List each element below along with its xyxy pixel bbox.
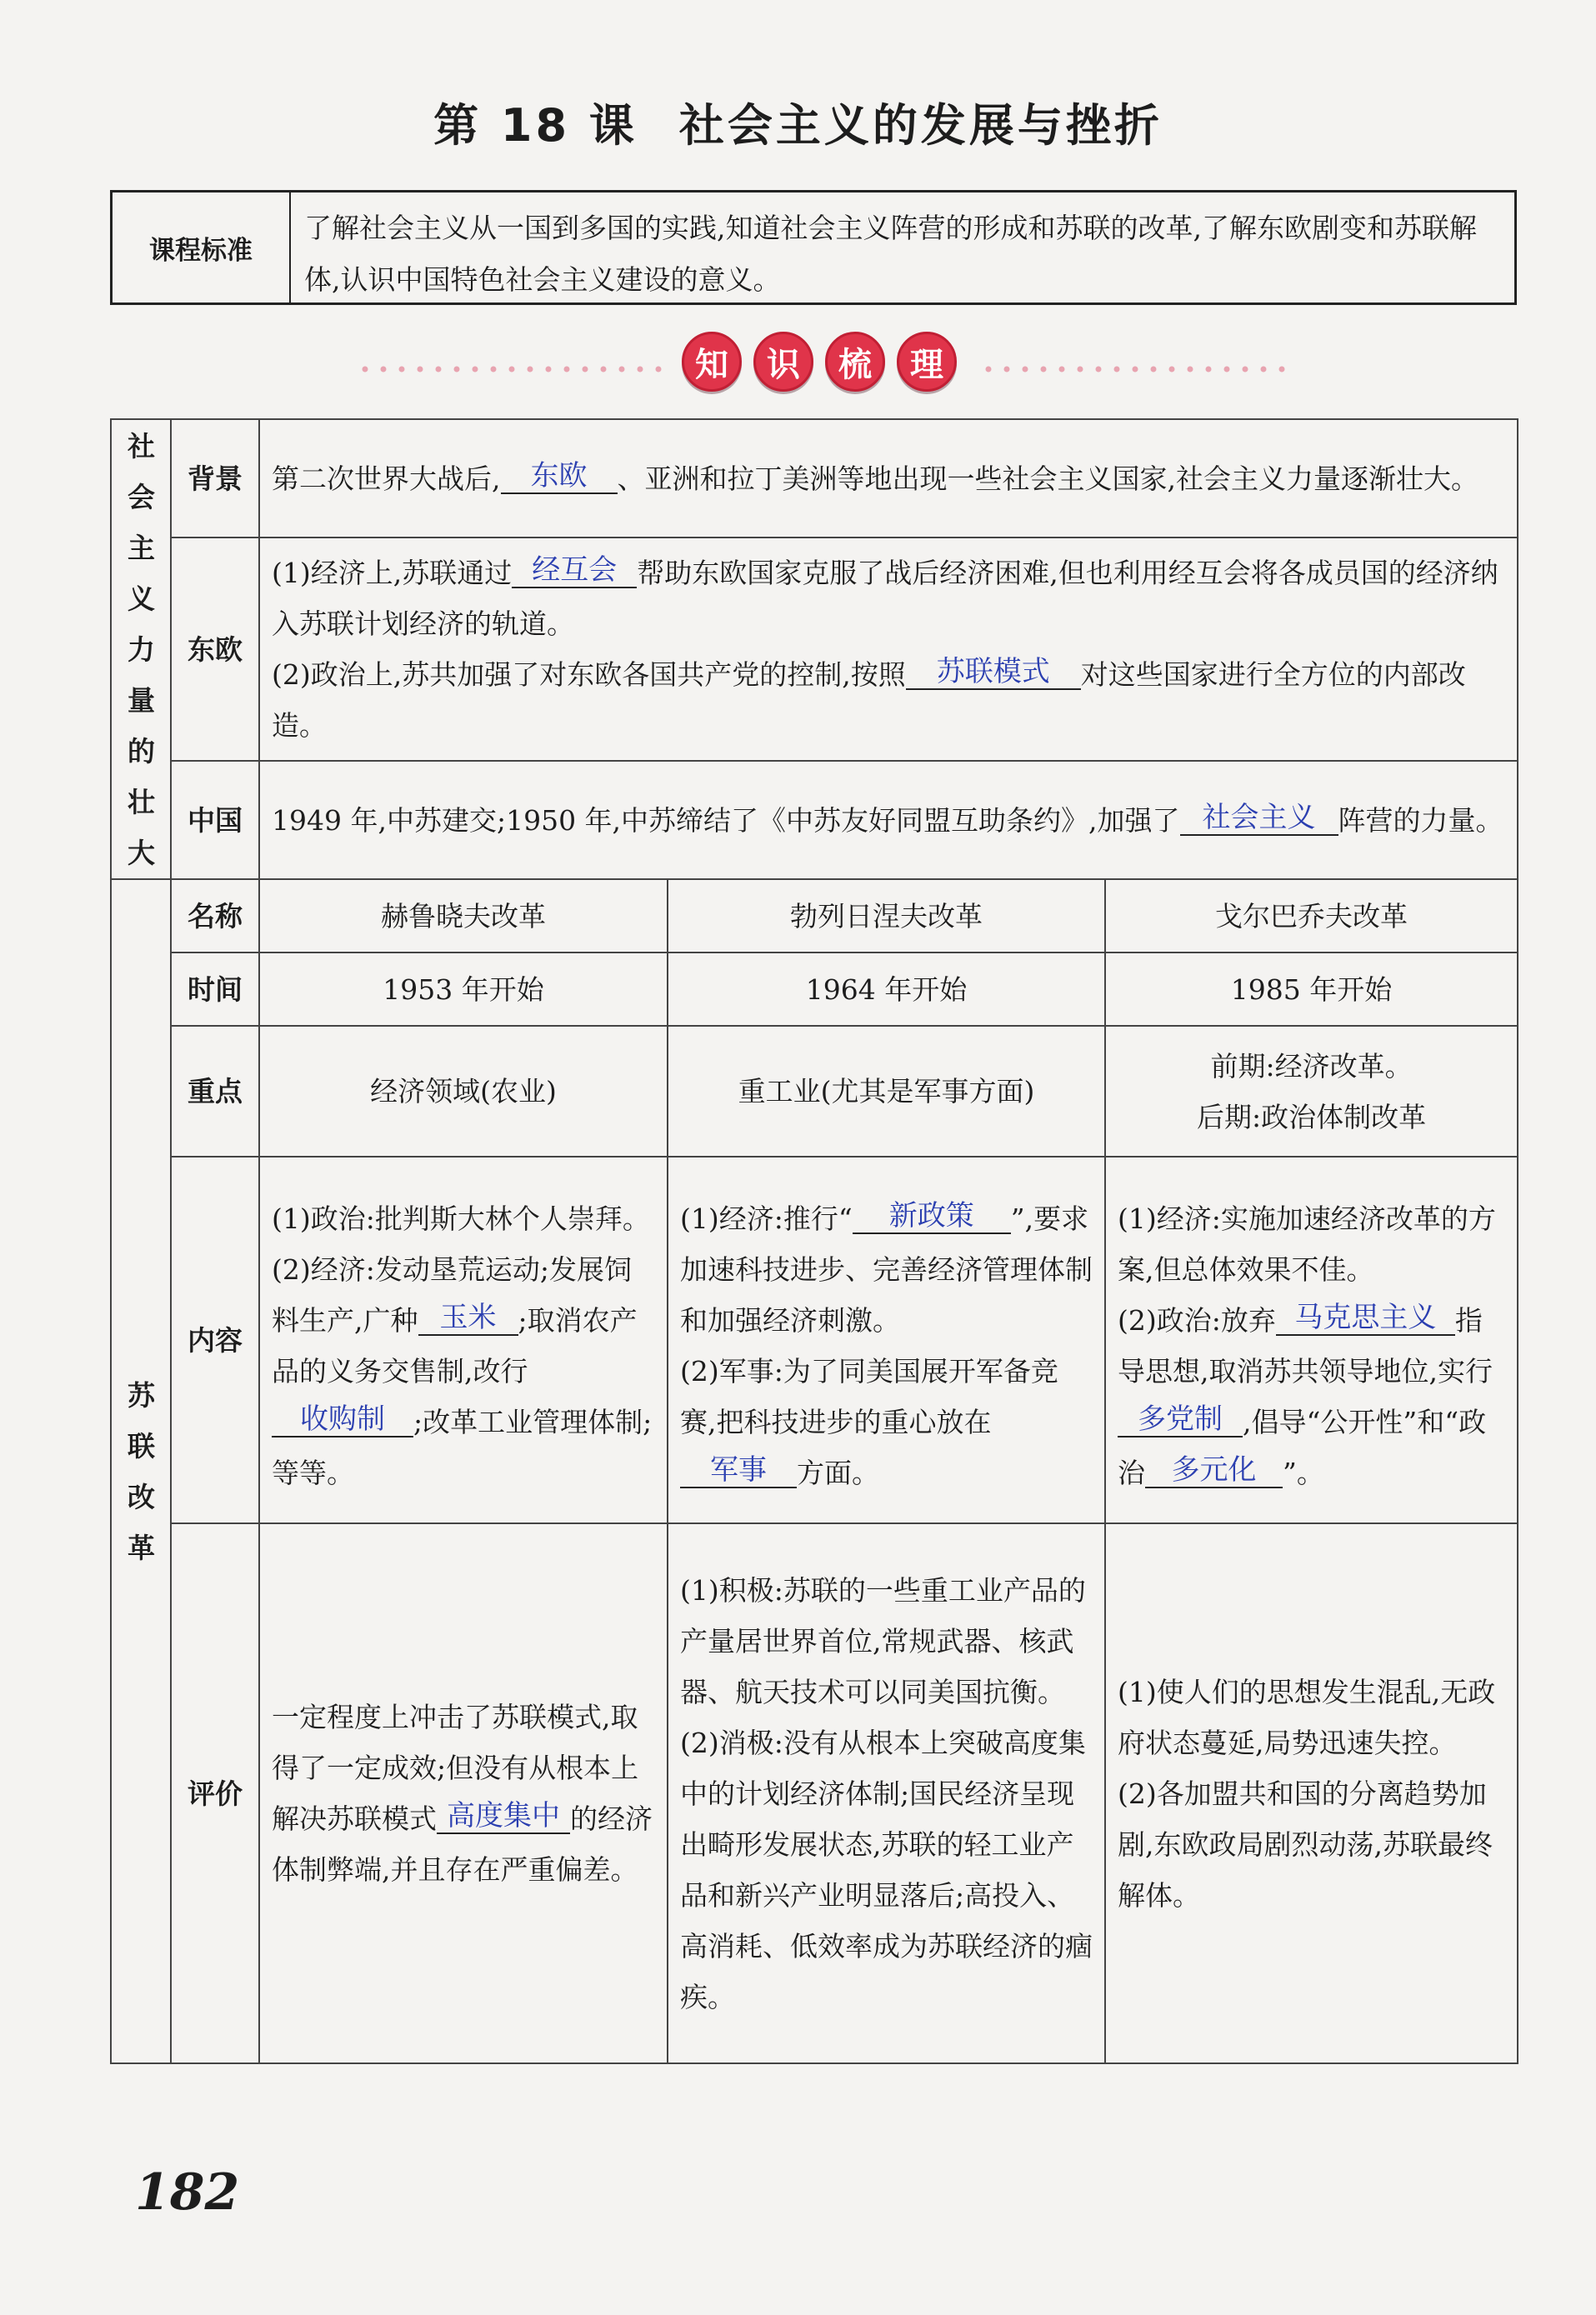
decor-dot <box>1243 367 1248 372</box>
background-text <box>259 419 1518 538</box>
answer-blank <box>512 553 637 588</box>
answer-text: 军事 <box>710 1453 767 1487</box>
answer-blank <box>1145 1453 1283 1488</box>
section-header <box>0 332 1596 407</box>
decor-dot <box>583 367 588 372</box>
decor-dot <box>436 367 442 372</box>
text: 、亚洲和拉丁美洲等地出现一些社会主义国家,社会主义力量逐渐壮大。 <box>617 462 1478 495</box>
text: (2)政治上,苏共加强了对东欧各国共产党的控制,按照 <box>272 658 906 691</box>
gorbachev-evaluation <box>1105 1523 1518 2063</box>
text: 1949 年,中苏建交;1950 年,中苏缔结了《中苏友好同盟互助条约》,加强了 <box>272 803 1180 837</box>
brezhnev-name: 勃列日涅夫改革 <box>668 879 1105 952</box>
decor-dot <box>1004 367 1010 372</box>
evaluation-label: 评价 <box>171 1523 259 2063</box>
answer-blank <box>501 459 618 494</box>
text: 的经济体制弊端,并且存在严重偏差。 <box>272 1802 653 1886</box>
text: (2)军事:为了同美国展开军备竞赛,把科技进步的重心放在 <box>680 1355 1058 1438</box>
gorbachev-focus <box>1105 1026 1518 1157</box>
decor-dot <box>546 367 552 372</box>
lesson-name: 社会主义的发展与挫折 <box>678 99 1163 152</box>
decor-dot <box>601 367 607 372</box>
text: (1)积极:苏联的一些重工业产品的产量居世界首位,常规武器、核武器、航天技术可以同美国抗衡。 <box>680 1573 1086 1708</box>
text: ”。 <box>1283 1457 1324 1489</box>
text: (1)使人们的思想发生混乱,无政府状态蔓延,局势迅速失控。 <box>1118 1675 1496 1759</box>
brezhnev-content <box>668 1157 1105 1523</box>
brezhnev-evaluation <box>668 1523 1105 2063</box>
text: 帮助东欧国家克服了战后经济困难,但也利用经互会将各成员国的经济纳入苏联计划经济的轨道。 <box>272 557 1498 640</box>
page-title <box>0 90 1596 154</box>
text: (1)经济:推行“ <box>680 1202 853 1235</box>
text: 对这些国家进行全方位的内部改造。 <box>272 658 1466 742</box>
text: (2)政治:放弃 <box>1118 1304 1276 1337</box>
text: ,倡导“公开性”和“政治 <box>1118 1406 1487 1489</box>
decor-dot <box>473 367 478 372</box>
decor-dot <box>1261 367 1267 372</box>
brezhnev-time: 1964 年开始 <box>668 952 1105 1026</box>
dots-left-decoration <box>360 366 668 372</box>
decor-dot <box>1169 367 1175 372</box>
decor-dot <box>399 367 405 372</box>
decor-dot <box>1188 367 1193 372</box>
decor-dot <box>1224 367 1230 372</box>
text: 方面。 <box>797 1457 879 1489</box>
east-europe-label: 东欧 <box>171 538 259 761</box>
reform-content-row <box>111 1157 1518 1523</box>
khrushchev-focus: 经济领域(农业) <box>259 1026 668 1157</box>
china-text <box>259 761 1518 879</box>
decor-dot <box>986 367 992 372</box>
text: ;改革工业管理体制;等等。 <box>272 1406 653 1489</box>
answer-text: 经互会 <box>532 553 618 587</box>
section-char: 识 <box>753 332 813 392</box>
page-number: 182 <box>135 2163 240 2222</box>
answer-text: 新政策 <box>888 1199 974 1232</box>
knowledge-table <box>110 418 1518 2064</box>
focus-label: 重点 <box>171 1026 259 1157</box>
answer-text: 收购制 <box>300 1402 385 1436</box>
answer-text: 多党制 <box>1138 1402 1223 1436</box>
decor-dot <box>491 367 497 372</box>
decor-dot <box>638 367 643 372</box>
background-label: 背景 <box>171 419 259 538</box>
dots-right-decoration <box>983 366 1292 372</box>
answer-text: 玉米 <box>439 1301 497 1334</box>
reform-name-row <box>111 879 1518 952</box>
khrushchev-content <box>259 1157 668 1523</box>
answer-text: 高度集中 <box>447 1799 560 1832</box>
china-row <box>111 761 1518 879</box>
answer-text: 多元化 <box>1171 1453 1257 1487</box>
text: 第二次世界大战后, <box>272 462 501 495</box>
decor-dot <box>1151 367 1157 372</box>
answer-blank <box>1180 801 1338 836</box>
decor-dot <box>1114 367 1120 372</box>
decor-dot <box>363 367 368 372</box>
lesson-number: 第 18 课 <box>433 99 638 152</box>
answer-text: 东欧 <box>530 458 588 492</box>
reform-time-row <box>111 952 1518 1026</box>
gorbachev-time: 1985 年开始 <box>1105 952 1518 1026</box>
text: ”,要求加速科技进步、完善经济管理体制和加强经济刺激。 <box>680 1202 1093 1337</box>
decor-dot <box>1023 367 1028 372</box>
background-row <box>111 419 1518 538</box>
course-standard-text: 了解社会主义从一国到多国的实践,知道社会主义阵营的形成和苏联的改革,了解东欧剧变和苏联解体,认识中国特色社会主义建设的意义。 <box>304 212 1477 296</box>
text: ;取消农产品的义务交售制,改行 <box>272 1304 638 1388</box>
decor-dot <box>528 367 533 372</box>
text: (1)政治:批判斯大林个人崇拜。 <box>272 1202 650 1235</box>
answer-blank <box>680 1453 797 1488</box>
part2-side-label <box>111 879 171 2063</box>
khrushchev-name: 赫鲁晓夫改革 <box>259 879 668 952</box>
gorbachev-name: 戈尔巴乔夫改革 <box>1105 879 1518 952</box>
text: (2)经济:发动垦荒运动;发展饲料生产,广种 <box>272 1253 632 1337</box>
text: (2)各加盟共和国的分离趋势加剧,东欧政局剧烈动荡,苏联最终解体。 <box>1118 1777 1493 1912</box>
answer-text: 马克思主义 <box>1294 1301 1437 1334</box>
answer-blank <box>853 1199 1011 1234</box>
part1-side-label <box>111 419 171 879</box>
text: (2)消极:没有从根本上突破高度集中的计划经济体制;国民经济呈现出畸形发展状态,苏联的轻工业产品和新兴产业明显落后;高投入、高消耗、低效率成为苏联经济的痼疾。 <box>680 1726 1093 2013</box>
text: (1)经济:实施加速经济改革的方案,但总体效果不佳。 <box>1118 1202 1496 1286</box>
answer-blank <box>1276 1301 1455 1336</box>
reform-focus-row <box>111 1026 1518 1157</box>
khrushchev-time: 1953 年开始 <box>259 952 668 1026</box>
gorbachev-focus-late: 后期:政治体制改革 <box>1196 1100 1427 1133</box>
east-europe-text <box>259 538 1518 761</box>
answer-blank <box>437 1799 570 1834</box>
decor-dot <box>454 367 460 372</box>
course-standard-label: 课程标准 <box>113 192 291 302</box>
decor-dot <box>656 367 662 372</box>
decor-dot <box>1096 367 1102 372</box>
text: (1)经济上,苏联通过 <box>272 557 513 589</box>
decor-dot <box>1041 367 1047 372</box>
east-europe-row <box>111 538 1518 761</box>
decor-dot <box>1078 367 1083 372</box>
section-char: 理 <box>897 332 957 392</box>
answer-text: 苏联模式 <box>936 655 1050 688</box>
decor-dot <box>418 367 423 372</box>
decor-dot <box>1059 367 1065 372</box>
brezhnev-focus: 重工业(尤其是军事方面) <box>668 1026 1105 1157</box>
gorbachev-content <box>1105 1157 1518 1523</box>
name-label: 名称 <box>171 879 259 952</box>
section-char: 梳 <box>825 332 885 392</box>
text: 指导思想,取消苏共领导地位,实行 <box>1118 1304 1493 1388</box>
decor-dot <box>1206 367 1212 372</box>
text: 一定程度上冲击了苏联模式,取得了一定成效;但没有从根本上解决苏联模式 <box>272 1701 639 1835</box>
text: 阵营的力量。 <box>1338 803 1503 837</box>
part2-side-text: 苏联改革 <box>128 1378 155 1564</box>
decor-dot <box>509 367 515 372</box>
decor-dot <box>1133 367 1138 372</box>
khrushchev-evaluation <box>259 1523 668 2063</box>
china-label: 中国 <box>171 761 259 879</box>
decor-dot <box>1279 367 1285 372</box>
content-label: 内容 <box>171 1157 259 1523</box>
part1-side-text: 社会主义力量的壮大 <box>128 429 155 869</box>
course-standard-box <box>110 190 1517 305</box>
time-label: 时间 <box>171 952 259 1026</box>
gorbachev-focus-early: 前期:经济改革。 <box>1210 1049 1413 1082</box>
decor-dot <box>564 367 570 372</box>
decor-dot <box>619 367 625 372</box>
reform-evaluation-row <box>111 1523 1518 2063</box>
answer-blank <box>1118 1402 1243 1438</box>
answer-blank <box>418 1301 518 1336</box>
section-char: 知 <box>682 332 742 392</box>
answer-blank <box>272 1402 413 1438</box>
answer-blank <box>906 655 1081 690</box>
decor-dot <box>381 367 387 372</box>
answer-text: 社会主义 <box>1202 800 1316 834</box>
